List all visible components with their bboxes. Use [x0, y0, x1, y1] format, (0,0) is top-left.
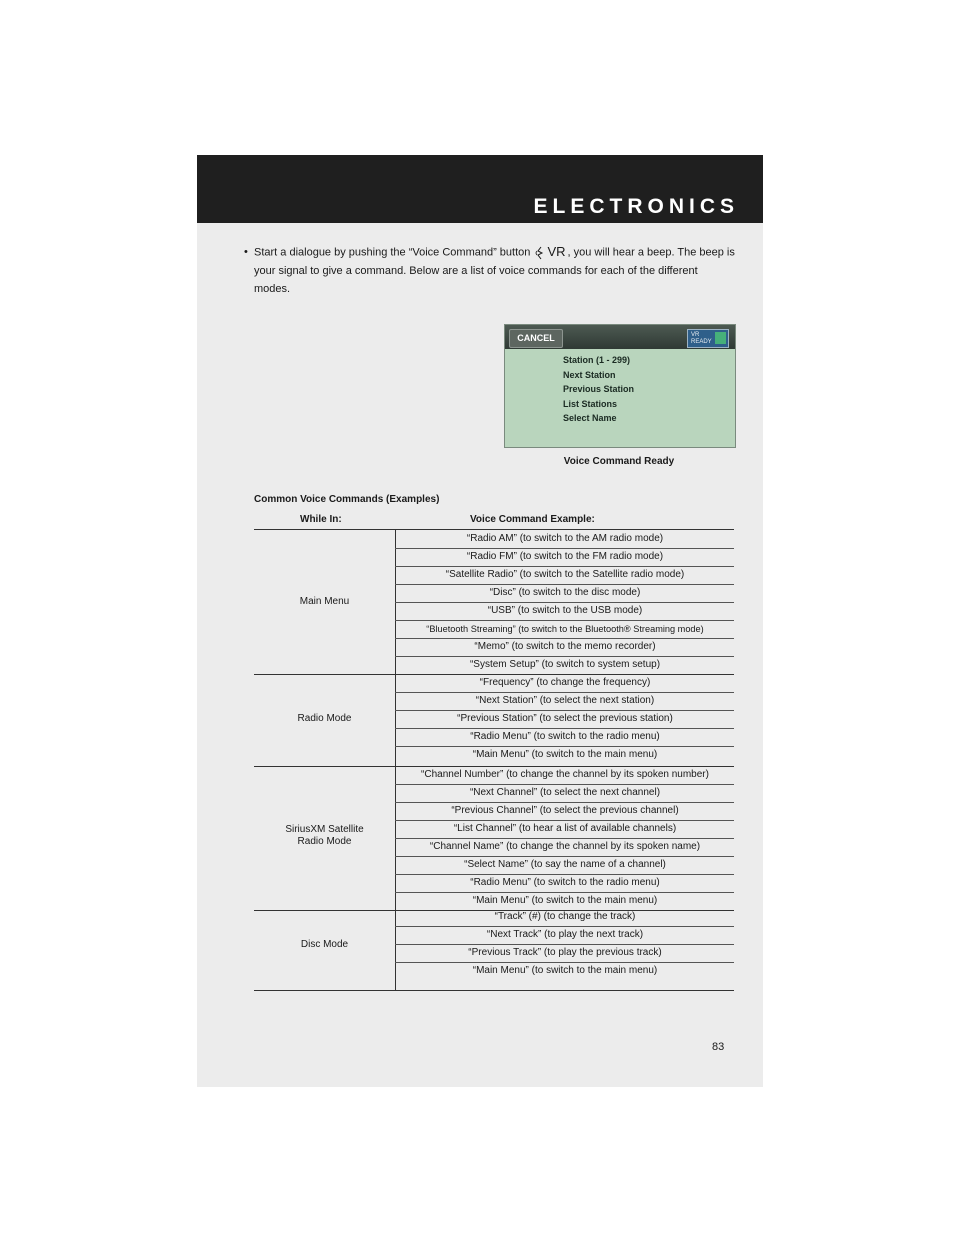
command-row: “Previous Channel” (to select the previous channel)	[451, 805, 679, 816]
section-header	[197, 155, 763, 223]
voice-command-button-icon	[535, 243, 565, 262]
screen-list-item[interactable]: Select Name	[563, 413, 617, 423]
command-row: “Previous Track” (to play the previous track)	[468, 947, 662, 958]
command-row: “Main Menu” (to switch to the main menu)	[472, 749, 658, 760]
screen-top-bar	[505, 325, 735, 349]
command-row: “Next Channel” (to select the next channel)	[469, 787, 661, 798]
screen-command-list	[563, 353, 634, 426]
command-row: “Radio FM” (to switch to the FM radio mode)	[466, 551, 664, 562]
mode-siriusxm-line2: Radio Mode	[297, 836, 352, 847]
command-row: “Memo” (to switch to the memo recorder)	[474, 641, 656, 652]
bullet-marker: •	[244, 246, 248, 258]
command-row: “USB” (to switch to the USB mode)	[487, 605, 643, 616]
vr-ready-indicator	[687, 329, 729, 348]
voice-ready-icon	[715, 332, 726, 344]
command-row: “Radio Menu” (to switch to the radio menu)	[470, 731, 660, 742]
voice-command-screen-image	[504, 324, 736, 448]
mode-radio: Radio Mode	[297, 713, 352, 724]
table-header	[254, 511, 734, 529]
section-title: ELECTRONICS	[533, 195, 739, 218]
table-bottom-rule	[254, 990, 734, 991]
command-row: “Next Station” (to select the next station)	[475, 695, 655, 706]
command-row: “List Channel” (to hear a list of available channels)	[453, 823, 677, 834]
command-row: “System Setup” (to switch to system setup)	[469, 659, 661, 670]
mode-siriusxm	[254, 824, 395, 848]
column-header-command: Voice Command Example:	[470, 514, 595, 525]
command-row: “Radio AM” (to switch to the AM radio mode)	[466, 533, 664, 544]
mode-main-menu: Main Menu	[299, 596, 350, 607]
figure-caption: Voice Command Ready	[563, 456, 675, 467]
page-number: 83	[712, 1041, 725, 1053]
command-row: “Next Track” (to play the next track)	[486, 929, 644, 940]
vr-ready-label: VR READY	[691, 332, 712, 345]
command-row: “Channel Name” (to change the channel by its spoken name)	[429, 841, 701, 852]
intro-text-after: , you will hear a beep. The beep is your signal to give a command. Below are a list of voice commands for each of the different modes.	[254, 246, 735, 295]
command-row: “Frequency” (to change the frequency)	[479, 677, 651, 688]
intro-paragraph	[244, 243, 736, 298]
mode-disc: Disc Mode	[300, 939, 349, 950]
screen-list-item[interactable]: Station (1 - 299)	[563, 355, 631, 365]
intro-text-before: Start a dialogue by pushing the “Voice Command” button	[254, 246, 531, 259]
screen-list-item[interactable]: Previous Station	[563, 384, 635, 394]
cancel-button[interactable]: CANCEL	[509, 329, 563, 348]
screen-list-item[interactable]: Next Station	[563, 369, 616, 380]
voice-command-button-label: VR	[547, 244, 566, 259]
column-header-mode: While In:	[300, 514, 342, 525]
command-row: “Select Name” (to say the name of a channel)	[464, 859, 666, 870]
command-row: “Main Menu” (to switch to the main menu)	[472, 965, 658, 976]
command-row: “Previous Station” (to select the previous station)	[457, 713, 673, 724]
mode-siriusxm-line1: SiriusXM Satellite	[285, 824, 364, 835]
command-row: “Radio Menu” (to switch to the radio menu)	[470, 877, 660, 888]
command-row: “Track” (#) (to change the track)	[494, 911, 636, 922]
table-title: Common Voice Commands (Examples)	[254, 494, 440, 505]
command-row: “Disc” (to switch to the disc mode)	[489, 587, 641, 598]
command-row: “Channel Number” (to change the channel by its spoken number)	[421, 769, 709, 780]
command-row: “Main Menu” (to switch to the main menu)	[472, 895, 658, 906]
command-row: “Bluetooth Streaming” (to switch to the Bluetooth® Streaming mode)	[426, 624, 704, 634]
screen-list-item[interactable]: List Stations	[563, 398, 618, 409]
command-row: “Satellite Radio” (to switch to the Satellite radio mode)	[445, 569, 685, 580]
